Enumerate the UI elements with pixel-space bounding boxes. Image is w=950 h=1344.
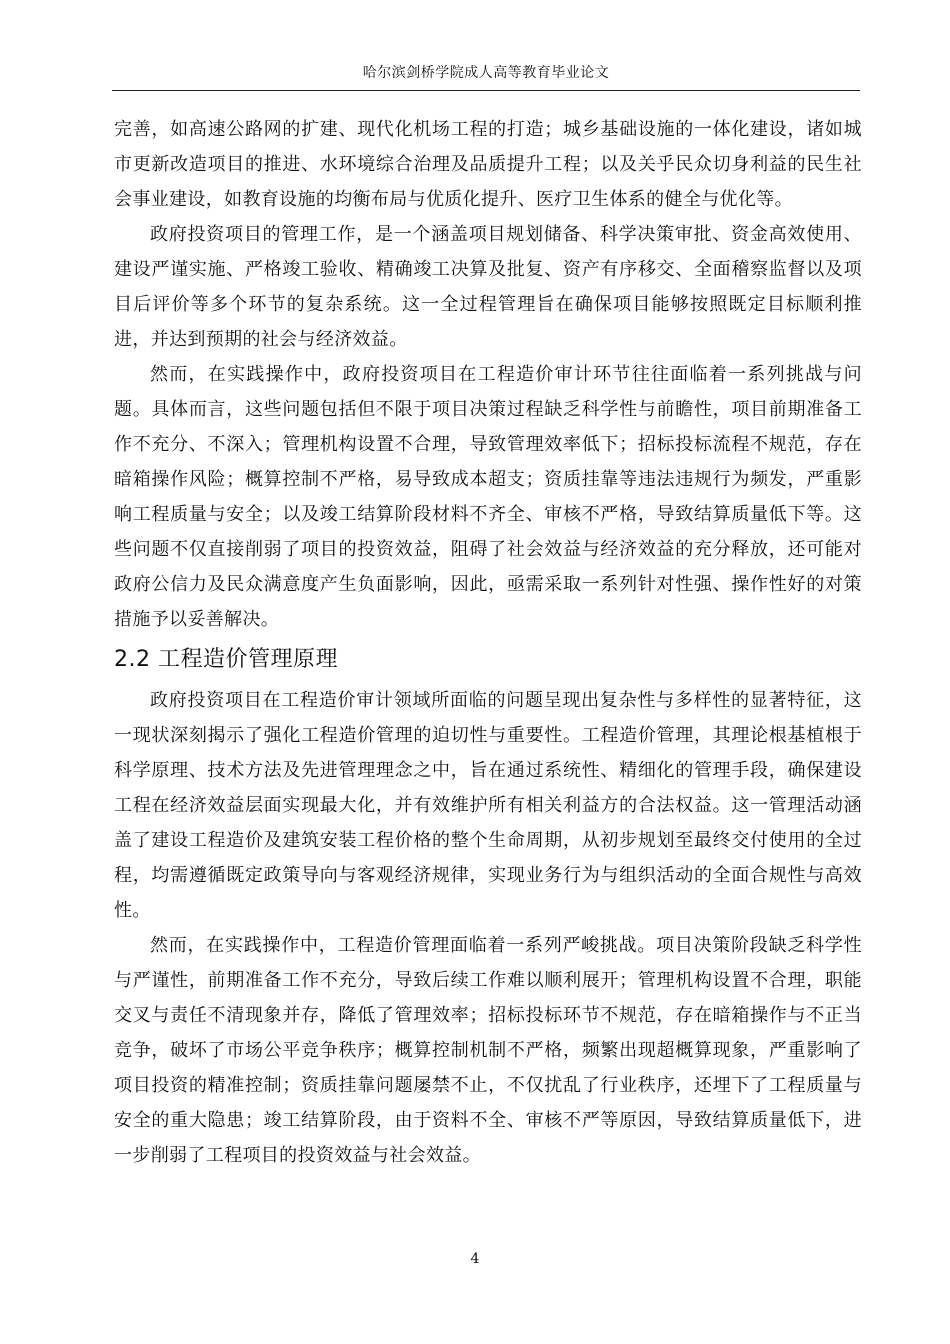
page-header bbox=[112, 64, 860, 91]
header-title: 哈尔滨剑桥学院成人高等教育毕业论文 bbox=[362, 65, 610, 81]
paragraph-audit-problems: 然而，在实践操作中，政府投资项目在工程造价审计环节往往面临着一系列挑战与问题。具体而言，这些问题包括但不限于项目决策过程缺乏科学性与前瞻性，项目前期准备工作不充分、不深入；管理机构设置不合理，导致管理效率低下；招标投标流程不规范，存在暗箱操作风险；概算控制不严格，易导致成本超支；资质挂靠等违法违规行为频发，严重影响工程质量与安全；以及竣工结算阶段材料不齐全、审核不严格，导致结算质量低下等。这些问题不仅直接削弱了项目的投资效益，阻碍了社会效益与经济效益的充分释放，还可能对政府公信力及民众满意度产生负面影响，因此，亟需采取一系列针对性强、操作性好的对策措施予以妥善解决。 bbox=[114, 364, 862, 630]
paragraph-continued: 完善，如高速公路网的扩建、现代化机场工程的打造；城乡基础设施的一体化建设，诸如城市更新改造项目的推进、水环境综合治理及品质提升工程；以及关乎民众切身利益的民生社会事业建设，如教育设施的均衡布局与优质化提升、医疗卫生体系的健全与优化等。 bbox=[114, 119, 862, 210]
document-body bbox=[114, 112, 862, 1173]
section-heading: 2.2 工程造价管理原理 bbox=[114, 647, 338, 672]
paragraph-cost-management-challenges: 然而，在实践操作中，工程造价管理面临着一系列严峻挑战。项目决策阶段缺乏科学性与严谨性，前期准备工作不充分，导致后续工作难以顺利展开；管理机构设置不合理，职能交叉与责任不清现象并存，降低了管理效率；招标投标环节不规范，存在暗箱操作与不正当竞争，破坏了市场公平竞争秩序；概算控制机制不严格，频繁出现超概算现象，严重影响了项目投资的精准控制；资质挂靠问题屡禁不止，不仅扰乱了行业秩序，还埋下了工程质量与安全的重大隐患；竣工结算阶段，由于资料不全、审核不严等原因，导致结算质量低下，进一步削弱了工程项目的投资效益与社会效益。 bbox=[114, 935, 862, 1166]
paragraph-cost-management-principle: 政府投资项目在工程造价审计领域所面临的问题呈现出复杂性与多样性的显著特征，这一现状深刻揭示了强化工程造价管理的迫切性与重要性。工程造价管理，其理论根基植根于科学原理、技术方法及先进管理理念之中，旨在通过系统性、精细化的管理手段，确保建设工程在经济效益层面实现最大化，并有效维护所有相关利益方的合法权益。这一管理活动涵盖了建设工程造价及建筑安装工程价格的整个生命周期，从初步规划至最终交付使用的全过程，均需遵循既定政策导向与客观经济规律，实现业务行为与组织活动的全面合规性与高效性。 bbox=[114, 690, 862, 921]
page-number: 4 bbox=[470, 1251, 480, 1267]
paragraph-management-work: 政府投资项目的管理工作，是一个涵盖项目规划储备、科学决策审批、资金高效使用、建设严谨实施、严格竣工验收、精确竣工决算及批复、资产有序移交、全面稽察监督以及项目后评价等多个环节的复杂系统。这一全过程管理旨在确保项目能够按照既定目标顺利推进，并达到预期的社会与经济效益。 bbox=[114, 224, 862, 350]
